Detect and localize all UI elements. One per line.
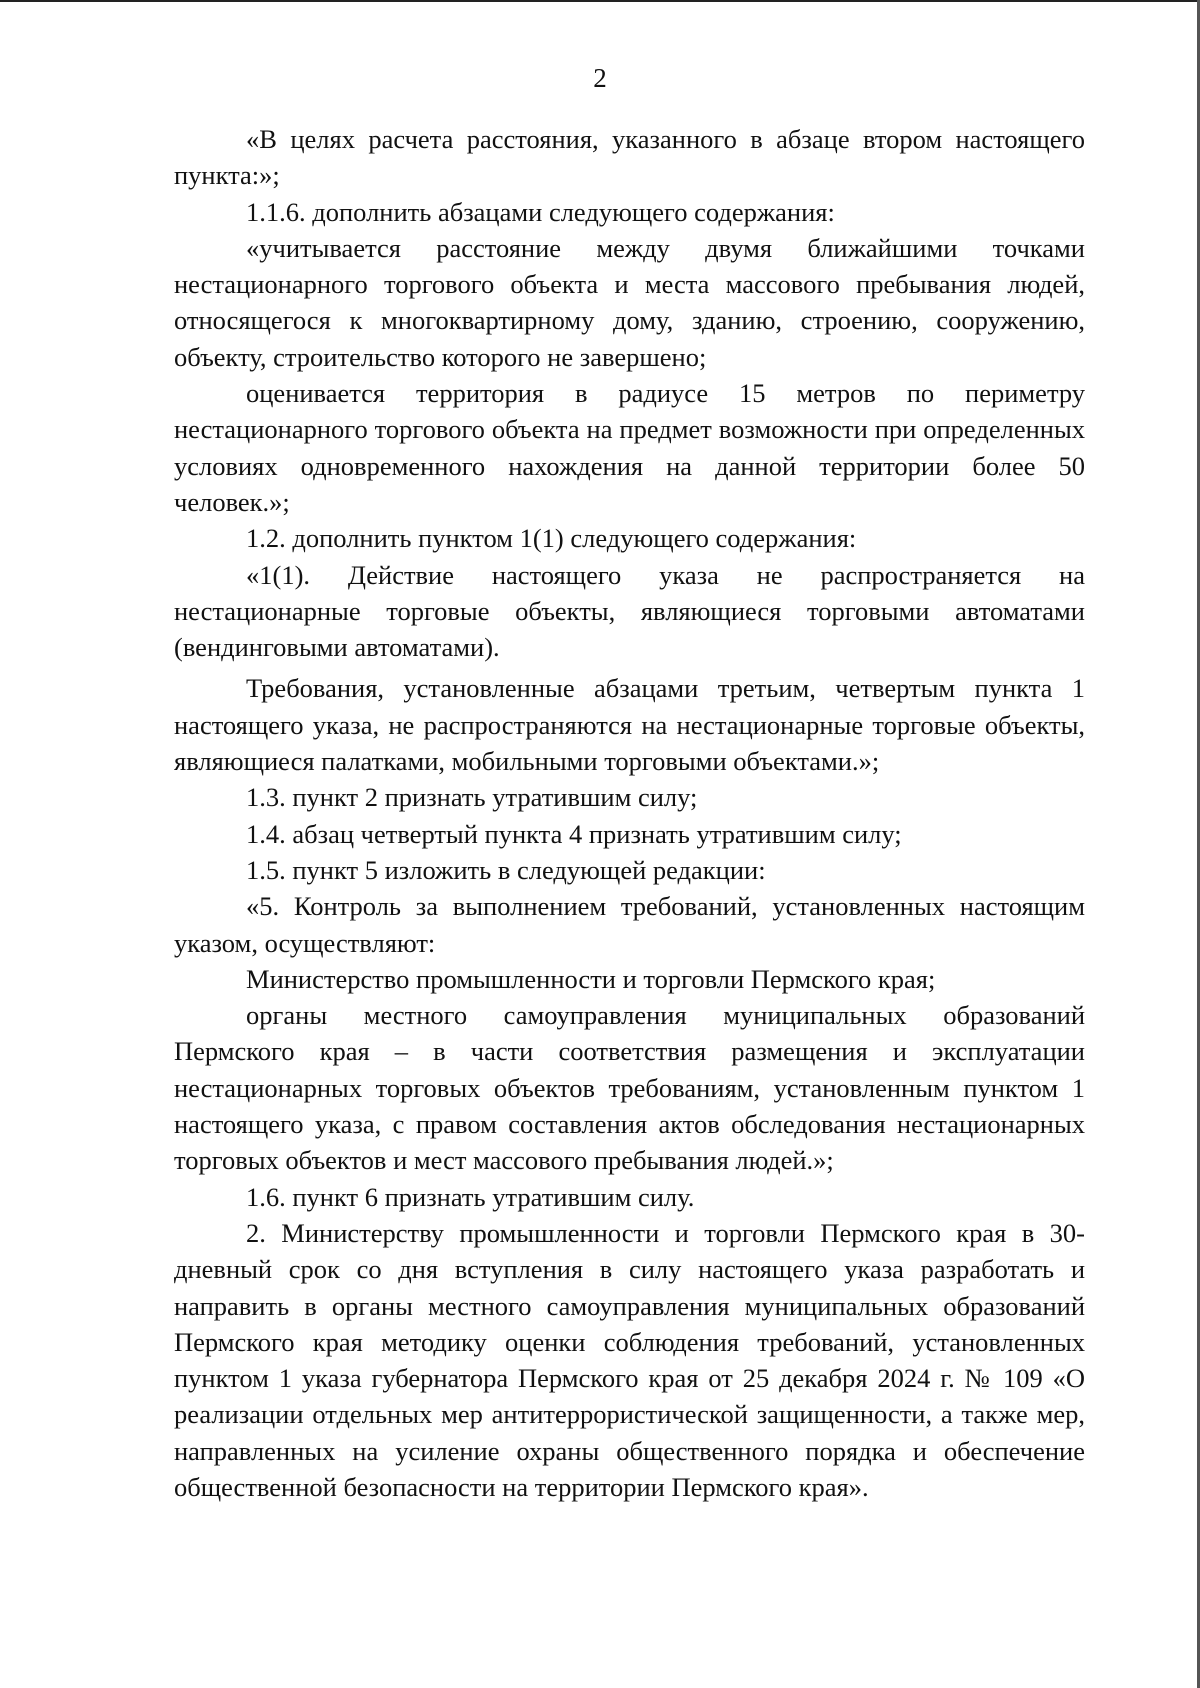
paragraph-14: 1.6. пункт 6 признать утратившим силу. bbox=[246, 1181, 695, 1212]
paragraph-8: 1.3. пункт 2 признать утратившим силу; bbox=[246, 782, 698, 813]
paragraph-4: оценивается территория в радиусе 15 метров по периметру нестационарного торгового объекта на предмет возможности при определенных условиях одновременного нахождения на данной территории более 50 человек.»; bbox=[174, 378, 1085, 517]
paragraph-13: органы местного самоуправления муниципальных образований Пермского края – в части соответствия размещения и эксплуатации нестационарных торговых объектов требованиям, установленным пунктом 1 настоящего указа, с правом составления актов обследования нестационарных торговых объектов и мест массового пребывания людей.»; bbox=[174, 1000, 1085, 1176]
paragraph-12: Министерство промышленности и торговли Пермского края; bbox=[246, 963, 936, 994]
paragraph-2: 1.1.6. дополнить абзацами следующего содержания: bbox=[246, 196, 835, 227]
page-number: 2 bbox=[593, 63, 607, 93]
paragraph-1: «В целях расчета расстояния, указанного в абзаце втором настоящего пункта:»; bbox=[174, 124, 1085, 191]
paragraph-6: «1(1). Действие настоящего указа не распространяется на нестационарные торговые объекты, являющиеся торговыми автоматами (вендинговыми автоматами). bbox=[174, 559, 1085, 663]
paragraph-3: «учитывается расстояние между двумя ближайшими точками нестационарного торгового объекта и места массового пребывания людей, относящегося к многоквартирному дому, зданию, строению, сооружению, объекту, строительство которого не завершено; bbox=[174, 232, 1085, 372]
paragraph-10: 1.5. пункт 5 изложить в следующей редакции: bbox=[246, 854, 766, 885]
paragraph-11: «5. Контроль за выполнением требований, установленных настоящим указом, осуществляют: bbox=[174, 891, 1085, 958]
paragraph-15: 2. Министерству промышленности и торговли Пермского края в 30-дневный срок со дня вступления в силу настоящего указа разработать и направить в органы местного самоуправления муниципальных образований Пермского края методику оценки соблюдения требований, установленных пунктом 1 указа губернатора Пермского края от 25 декабря 2024 г. № 109 «О реализации отдельных мер антитеррористической защищенности, а также мер, направленных на усиление охраны общественного порядка и обеспечение общественной безопасности на территории Пермского края». bbox=[174, 1217, 1085, 1502]
paragraph-7: Требования, установленные абзацами третьим, четвертым пункта 1 настоящего указа, не распространяются на нестационарные торговые объекты, являющиеся палатками, мобильными торговыми объектами.»; bbox=[174, 673, 1085, 777]
paragraph-5: 1.2. дополнить пунктом 1(1) следующего содержания: bbox=[246, 523, 857, 554]
scan-edge-top bbox=[0, 0, 1200, 2]
document-body bbox=[174, 121, 1085, 1505]
paragraph-9: 1.4. абзац четвертый пункта 4 признать утратившим силу; bbox=[246, 818, 902, 849]
